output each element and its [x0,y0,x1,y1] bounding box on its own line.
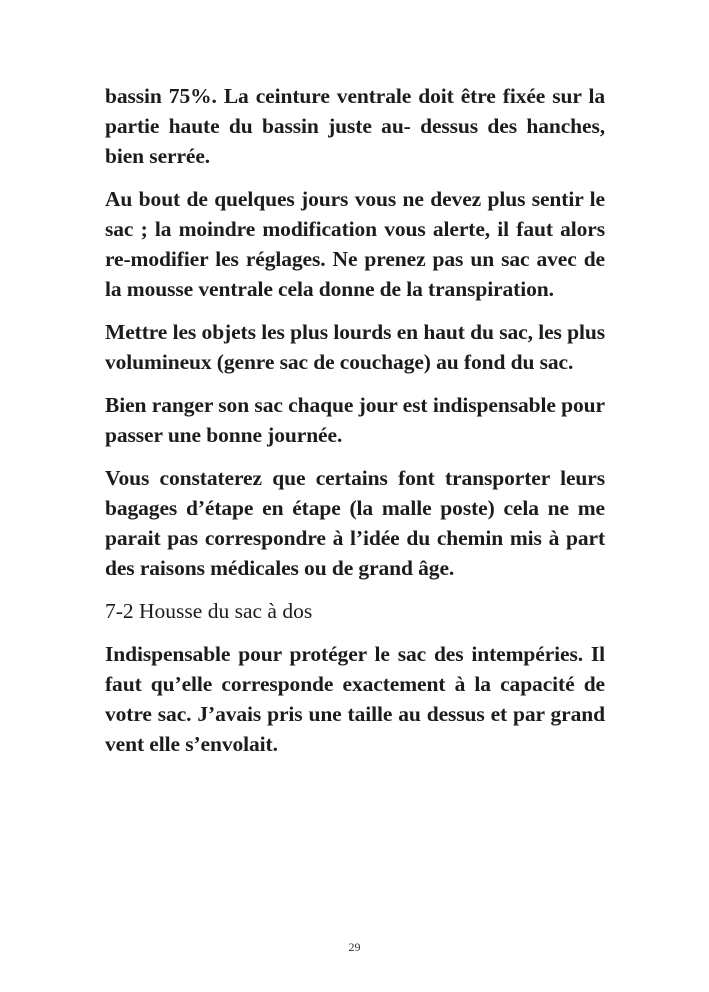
page-number: 29 [348,940,361,954]
section-heading: 7-2 Housse du sac à dos [105,599,313,623]
paragraph-ceinture-ventrale: bassin 75%. La ceinture ventrale doit être fixée sur la partie haute du bassin juste au- dessus des hanches, bien serrée. [105,84,605,168]
paragraph-housse: Indispensable pour protéger le sac des intempéries. Il faut qu’elle corresponde exactement à la capacité de votre sac. J’avais pris une taille au dessus et par grand vent elle s’envolait. [105,642,605,756]
page-content [105,81,605,772]
paragraph-objets-lourds: Mettre les objets les plus lourds en haut du sac, les plus volumineux (genre sac de couchage) au fond du sac. [105,320,605,374]
paragraph-ranger-sac: Bien ranger son sac chaque jour est indispensable pour passer une bonne journée. [105,393,605,447]
paragraph-malle-poste: Vous constaterez que certains font transporter leurs bagages d’étape en étape (la malle poste) cela ne me parait pas correspondre à l’idée du chemin mis à part des raisons médicales ou de grand âge. [105,466,605,580]
paragraph-reglages: Au bout de quelques jours vous ne devez plus sentir le sac ; la moindre modification vous alerte, il faut alors re-modifier les réglages. Ne prenez pas un sac avec de la mousse ventrale cela donne de la transpiration. [105,187,605,301]
